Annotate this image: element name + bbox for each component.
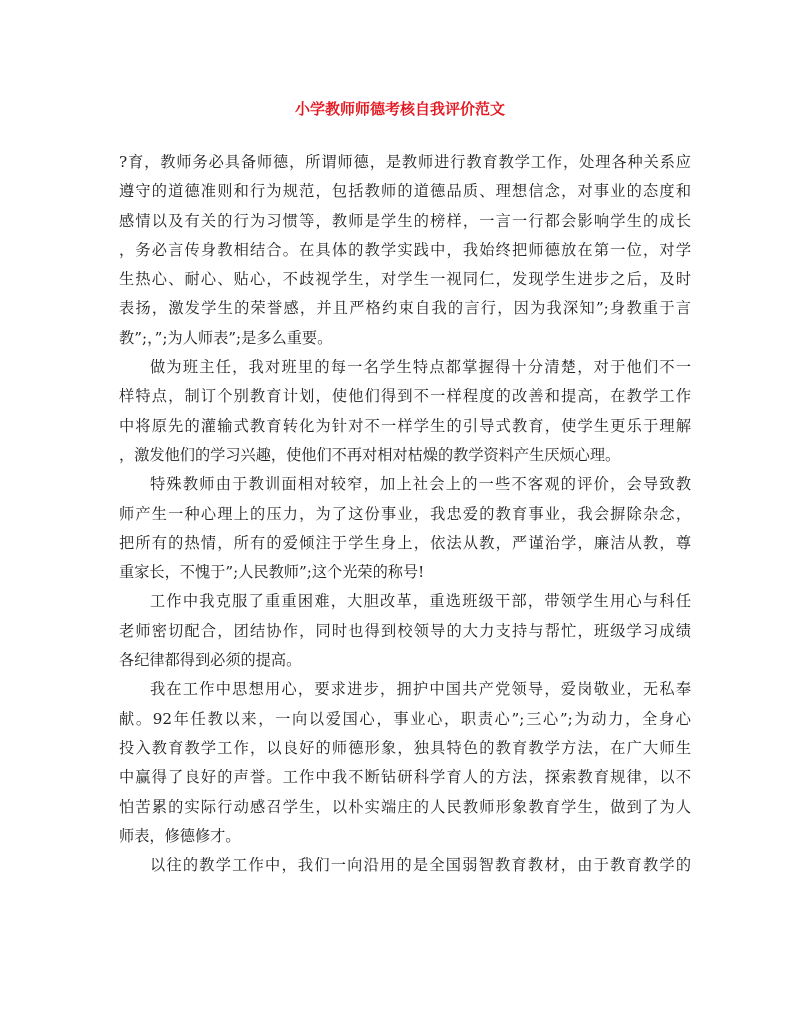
text-line: 做为班主任，我对班里的每一名学生特点都掌握得十分清楚，对于他们不一 <box>150 358 691 377</box>
text-line: 以往的教学工作中，我们一向沿用的是全国弱智教育教材，由于教育教学的 <box>150 856 691 875</box>
text-line: 中赢得了良好的声誉。工作中我不断钻研科学育人的方法，探索教育规律，以不 <box>119 768 691 787</box>
document-body <box>119 148 691 880</box>
text-line: 教”;，”;为人师表”;是多么重要。 <box>119 328 333 347</box>
body-paragraph <box>119 851 691 880</box>
text-line: ?育，教师务必具备师德，所谓师德，是教师进行教育教学工作，处理各种关系应 <box>119 153 691 171</box>
page-title: 小学教师师德考核自我评价范文 <box>294 100 505 118</box>
text-line: 师表，修德修才。 <box>119 826 241 845</box>
text-line: 献。92年任教以来，一向以爱国心，事业心，职责心”;三心”;为动力，全身心 <box>119 709 691 728</box>
text-line: 工作中我克服了重重困难，大胆改革，重选班级干部，带领学生用心与科任 <box>150 592 691 611</box>
text-line: 怕苦累的实际行动感召学生，以朴实端庄的人民教师形象教育学生，做到了为人 <box>119 797 691 816</box>
text-line: 把所有的热情，所有的爱倾注于学生身上，依法从教，严谨治学，廉洁从教，尊 <box>119 533 691 552</box>
text-line: 遵守的道德准则和行为规范，包括教师的道德品质、理想信念，对事业的态度和 <box>119 182 691 201</box>
text-line: 样特点，制订个别教育计划，使他们得到不一样程度的改善和提高，在教学工作 <box>119 387 691 406</box>
text-line: 老师密切配合，团结协作，同时也得到校领导的大力支持与帮忙，班级学习成绩 <box>119 621 691 640</box>
text-line: 投入教育教学工作，以良好的师德形象，独具特色的教育教学方法，在广大师生 <box>119 738 691 757</box>
body-paragraph <box>119 148 691 353</box>
text-line: 师产生一种心理上的压力，为了这份事业，我忠爱的教育事业，我会摒除杂念， <box>119 504 691 523</box>
text-line: 重家长，不愧于”;人民教师”;这个光荣的称号! <box>119 563 425 582</box>
text-line: ，务必言传身教相结合。在具体的教学实践中，我始终把师德放在第一位，对学 <box>119 240 691 259</box>
text-line: 表扬，激发学生的荣誉感，并且严格约束自我的言行，因为我深知”;身教重于言 <box>119 299 691 318</box>
body-paragraph <box>119 587 691 675</box>
body-paragraph <box>119 353 691 470</box>
text-line: 生热心、耐心、贴心，不歧视学生，对学生一视同仁，发现学生进步之后，及时 <box>119 270 691 289</box>
body-paragraph <box>119 470 691 587</box>
text-line: 特殊教师由于教训面相对较窄，加上社会上的一些不客观的评价，会导致教 <box>150 475 691 494</box>
text-line: 各纪律都得到必须的提高。 <box>119 651 302 670</box>
text-line: 感情以及有关的行为习惯等，教师是学生的榜样，一言一行都会影响学生的成长 <box>119 211 691 230</box>
text-line: 中将原先的灌输式教育转化为针对不一样学生的引导式教育，使学生更乐于理解 <box>119 416 691 435</box>
body-paragraph <box>119 675 691 851</box>
text-line: 我在工作中思想用心，要求进步，拥护中国共产党领导，爱岗敬业，无私奉 <box>150 680 691 699</box>
text-line: ，激发他们的学习兴趣，使他们不再对相对枯燥的教学资料产生厌烦心理。 <box>119 445 621 464</box>
